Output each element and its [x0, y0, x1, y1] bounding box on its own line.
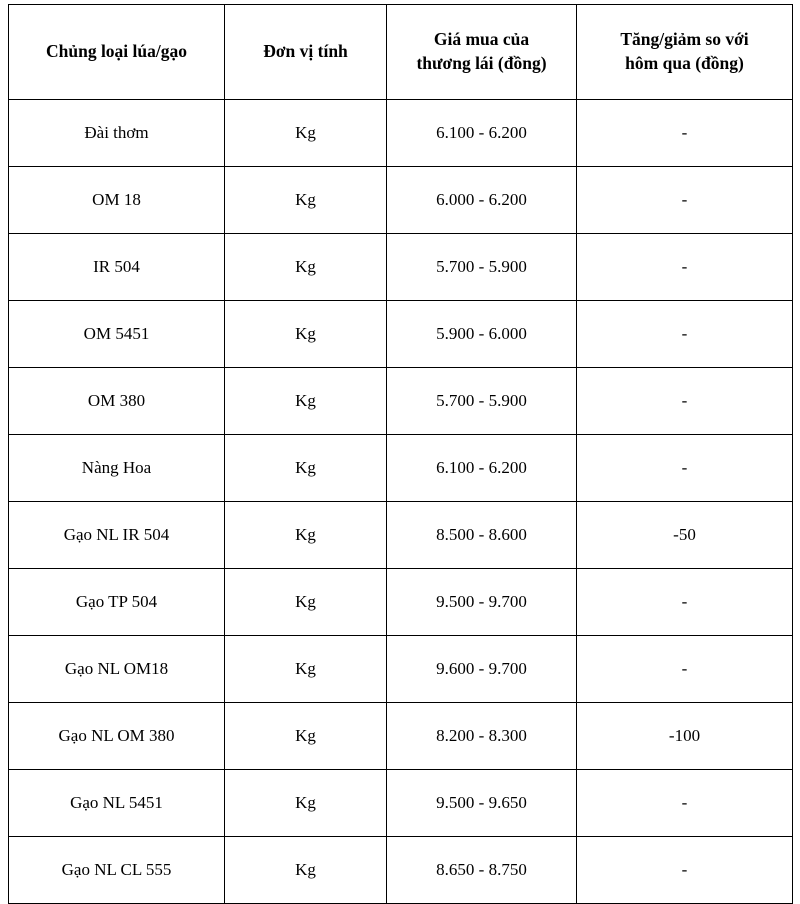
column-header-unit-line-1: Đơn vị tính [263, 41, 348, 62]
column-header-price-line-2: thương lái (đồng) [416, 53, 547, 73]
cell-change: -50 [577, 502, 793, 569]
cell-unit: Kg [225, 301, 387, 368]
table-body [9, 100, 793, 904]
table-row [9, 770, 793, 837]
cell-unit: Kg [225, 636, 387, 703]
column-header-product-line-1: Chủng loại lúa/gạo [45, 41, 188, 62]
cell-price: 9.500 - 9.650 [387, 770, 577, 837]
cell-change: - [577, 234, 793, 301]
cell-unit: Kg [225, 100, 387, 167]
cell-change: - [577, 770, 793, 837]
cell-price: 8.200 - 8.300 [387, 703, 577, 770]
table-row [9, 167, 793, 234]
document-page [0, 4, 800, 879]
cell-product: Gạo TP 504 [9, 569, 225, 636]
cell-unit: Kg [225, 703, 387, 770]
cell-unit: Kg [225, 435, 387, 502]
cell-product: Gạo NL CL 555 [9, 837, 225, 904]
cell-unit: Kg [225, 167, 387, 234]
cell-change: - [577, 569, 793, 636]
cell-price: 9.500 - 9.700 [387, 569, 577, 636]
cell-price: 6.000 - 6.200 [387, 167, 577, 234]
cell-unit: Kg [225, 234, 387, 301]
cell-product: OM 380 [9, 368, 225, 435]
column-header-change-line-2: hôm qua (đồng) [625, 53, 744, 73]
cell-price: 9.600 - 9.700 [387, 636, 577, 703]
table-row [9, 100, 793, 167]
cell-product: Gạo NL OM18 [9, 636, 225, 703]
cell-change: - [577, 167, 793, 234]
cell-price: 6.100 - 6.200 [387, 435, 577, 502]
cell-price: 5.900 - 6.000 [387, 301, 577, 368]
column-header-price-line-1: Giá mua của [433, 29, 530, 50]
table-header-row [9, 5, 793, 100]
table-row [9, 301, 793, 368]
table-row [9, 435, 793, 502]
table-row [9, 234, 793, 301]
cell-change: - [577, 636, 793, 703]
column-header-unit [225, 5, 387, 100]
table-row [9, 502, 793, 569]
table-row [9, 569, 793, 636]
cell-product: Gạo NL IR 504 [9, 502, 225, 569]
cell-product: Gạo NL 5451 [9, 770, 225, 837]
table-row [9, 703, 793, 770]
rice-price-table [8, 4, 793, 904]
column-header-price [387, 5, 577, 100]
cell-product: OM 5451 [9, 301, 225, 368]
cell-price: 8.650 - 8.750 [387, 837, 577, 904]
cell-price: 8.500 - 8.600 [387, 502, 577, 569]
cell-price: 5.700 - 5.900 [387, 368, 577, 435]
cell-unit: Kg [225, 502, 387, 569]
cell-change: - [577, 100, 793, 167]
column-header-change [577, 5, 793, 100]
cell-change: - [577, 301, 793, 368]
cell-change: - [577, 368, 793, 435]
cell-change: -100 [577, 703, 793, 770]
cell-price: 6.100 - 6.200 [387, 100, 577, 167]
cell-unit: Kg [225, 837, 387, 904]
cell-product: Gạo NL OM 380 [9, 703, 225, 770]
column-header-product [9, 5, 225, 100]
cell-product: Đài thơm [9, 100, 225, 167]
table-row [9, 837, 793, 904]
cell-change: - [577, 837, 793, 904]
column-header-change-line-1: Tăng/giảm so với [620, 29, 749, 50]
table-row [9, 636, 793, 703]
cell-product: Nàng Hoa [9, 435, 225, 502]
cell-unit: Kg [225, 569, 387, 636]
cell-price: 5.700 - 5.900 [387, 234, 577, 301]
cell-unit: Kg [225, 770, 387, 837]
table-header [9, 5, 793, 100]
table-row [9, 368, 793, 435]
cell-product: IR 504 [9, 234, 225, 301]
cell-unit: Kg [225, 368, 387, 435]
cell-product: OM 18 [9, 167, 225, 234]
cell-change: - [577, 435, 793, 502]
